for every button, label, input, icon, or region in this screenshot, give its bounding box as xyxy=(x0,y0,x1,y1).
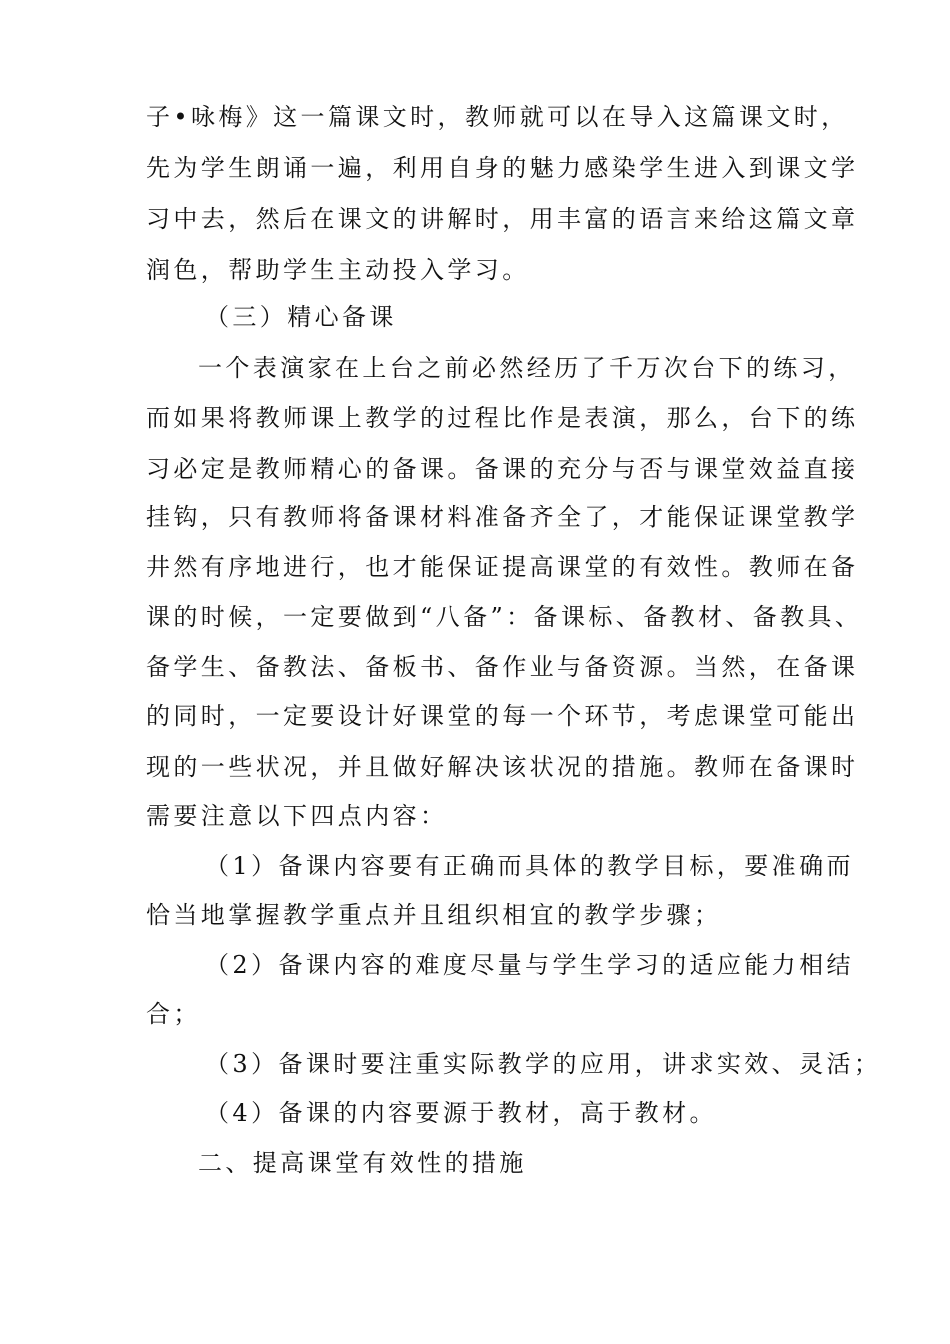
text-line: 一个表演家在上台之前必然经历了千万次台下的练习， xyxy=(198,354,856,382)
list-item-continuation: 合； xyxy=(146,1000,201,1028)
list-item: （2）备课内容的难度尽量与学生学习的适应能力相结 xyxy=(205,951,854,979)
list-item: （3）备课时要注重实际教学的应用，讲求实效、灵活； xyxy=(205,1050,882,1078)
text-line: 备学生、备教法、备板书、备作业与备资源。当然，在备课 xyxy=(146,653,859,681)
text-line: 课的时候，一定要做到“八备”：备课标、备教材、备教具、 xyxy=(146,603,863,631)
text-line: 习中去，然后在课文的讲解时，用丰富的语言来给这篇文章 xyxy=(146,205,859,233)
text-line: 习必定是教师精心的备课。备课的充分与否与课堂效益直接 xyxy=(146,455,859,483)
text-line: 先为学生朗诵一遍，利用自身的魅力感染学生进入到课文学 xyxy=(146,154,859,182)
text-line: 井然有序地进行，也才能保证提高课堂的有效性。教师在备 xyxy=(146,553,859,581)
section-heading: 二、提高课堂有效性的措施 xyxy=(198,1149,527,1177)
text-line: 挂钩，只有教师将备课材料准备齐全了，才能保证课堂教学 xyxy=(146,503,859,531)
list-item: （4）备课的内容要源于教材，高于教材。 xyxy=(205,1099,717,1127)
text-line: 的同时，一定要设计好课堂的每一个环节，考虑课堂可能出 xyxy=(146,702,859,730)
text-line: 而如果将教师课上教学的过程比作是表演，那么，台下的练 xyxy=(146,404,859,432)
text-line: 润色，帮助学生主动投入学习。 xyxy=(146,256,530,284)
list-item: （1）备课内容要有正确而具体的教学目标，要准确而 xyxy=(205,852,854,880)
list-item-continuation: 恰当地掌握教学重点并且组织相宜的教学步骤； xyxy=(146,901,722,929)
section-heading: （三）精心备课 xyxy=(205,303,397,331)
text-line: 子•咏梅》这一篇课文时，教师就可以在导入这篇课文时， xyxy=(146,103,849,131)
text-line: 现的一些状况，并且做好解决该状况的措施。教师在备课时 xyxy=(146,753,859,781)
text-line: 需要注意以下四点内容： xyxy=(146,802,448,830)
